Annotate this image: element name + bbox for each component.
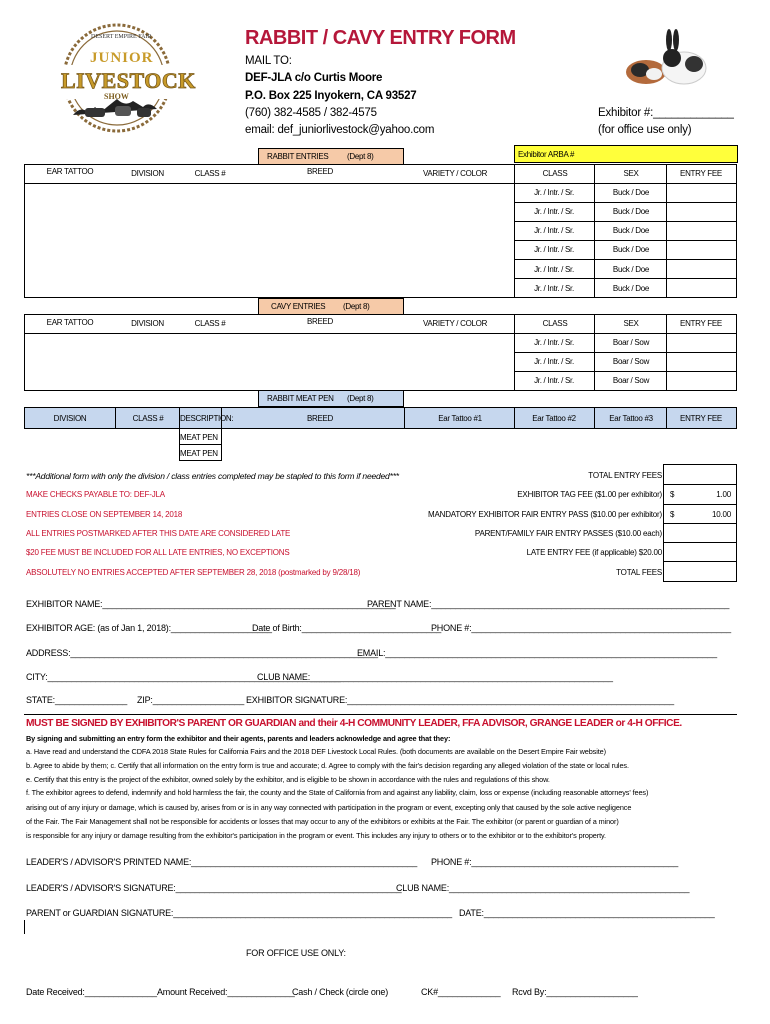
agreement-intro: By signing and submitting an entry form the exhibitor and their agents, parents and leaders acknowledge and agree that they: xyxy=(26,734,451,743)
logo-line2: JUNIOR xyxy=(90,50,154,66)
rabbit-hdr-division: DIVISION xyxy=(131,169,164,178)
rabbit-hdr-breed: BREED xyxy=(306,167,334,176)
fee-label-family-pass: PARENT/FAMILY FAIR ENTRY PASSES ($10.00 each) xyxy=(474,529,662,538)
additional-form-note: ***Additional form with only the division / class entries completed may be stapled to this form if needed*** xyxy=(26,471,399,481)
rabbit-entries-banner xyxy=(258,148,404,165)
cavy-row-3-class[interactable]: Jr. / Intr. / Sr. xyxy=(534,376,574,385)
cavy-hdr-sex: SEX xyxy=(623,319,639,328)
club-name-field[interactable]: CLUB NAME:_______________________________________________________________ xyxy=(257,672,613,682)
cavy-row-2-sex[interactable]: Boar / Sow xyxy=(612,357,650,366)
payment-method[interactable]: Cash / Check (circle one) xyxy=(292,987,389,997)
note-no-entries: ABSOLUTELY NO ENTRIES ACCEPTED AFTER SEPTEMBER 28, 2018 (postmarked by 9/28/18) xyxy=(26,568,361,577)
agreement-b: b. Agree to abide by them; c. Certify that all information on the entry form is true and accurate; d. Agree to comply with the fair's decision regarding any alleged violation of the state or local rules. xyxy=(26,761,629,770)
cavy-hdr-class-num: CLASS # xyxy=(194,319,226,328)
cavy-banner-label: CAVY ENTRIES xyxy=(271,302,326,311)
date-received-field[interactable]: Date Received:_______________ xyxy=(26,987,157,997)
exhibitor-name-field[interactable]: EXHIBITOR NAME:_____________________________________________________________ xyxy=(26,599,396,609)
rabbit-hdr-class: CLASS xyxy=(542,169,568,178)
note-entries-close: ENTRIES CLOSE ON SEPTEMBER 14, 2018 xyxy=(26,510,183,519)
meat-hdr-tattoo1: Ear Tattoo #1 xyxy=(438,414,482,423)
note-late-fee: $20 FEE MUST BE INCLUDED FOR ALL LATE ENTRIES, NO EXCEPTIONS xyxy=(26,548,290,557)
fee-label-entry-pass: MANDATORY EXHIBITOR FAIR ENTRY PASS ($10.00 per exhibitor) xyxy=(428,510,662,519)
received-by-field[interactable]: Rcvd By:___________________ xyxy=(512,987,638,997)
junior-livestock-show-logo xyxy=(55,20,196,135)
email-address: email: def_juniorlivestock@yahoo.com xyxy=(245,124,435,136)
date-of-birth-field[interactable]: Date of Birth:_____________________________ xyxy=(252,623,442,633)
cavy-hdr-class: CLASS xyxy=(542,319,568,328)
meat-hdr-breed: BREED xyxy=(306,414,334,423)
rabbit-hdr-variety: VARIETY / COLOR xyxy=(422,169,488,178)
rabbit-row-5-class[interactable]: Jr. / Intr. / Sr. xyxy=(534,265,574,274)
rabbit-row-1-class[interactable]: Jr. / Intr. / Sr. xyxy=(534,188,574,197)
rabbit-banner-label: RABBIT ENTRIES xyxy=(267,152,329,161)
meat-hdr-description: DESCRIPTION: xyxy=(180,414,234,423)
state-field[interactable]: STATE:_______________ xyxy=(26,695,128,705)
rabbit-row-2-sex[interactable]: Buck / Doe xyxy=(612,207,650,216)
meat-hdr-tattoo3: Ear Tattoo #3 xyxy=(609,414,653,423)
rabbit-row-6-class[interactable]: Jr. / Intr. / Sr. xyxy=(534,284,574,293)
fee-label-late: LATE ENTRY FEE (if applicable) $20.00 xyxy=(526,548,662,557)
exhibitor-number: Exhibitor #:_____________ xyxy=(598,107,734,119)
amount-received-field[interactable]: Amount Received:______________ xyxy=(157,987,295,997)
agreement-f: f. The exhibitor agrees to defend, indemnify and hold harmless the fair, the county and the State of California from and against any liability, claim, loss or expense (including reasonable attorneys' fees) xyxy=(26,788,649,797)
arba-number-field[interactable] xyxy=(514,145,738,163)
rabbit-row-3-class[interactable]: Jr. / Intr. / Sr. xyxy=(534,226,574,235)
fee-label-total-entry: TOTAL ENTRY FEES xyxy=(588,471,662,480)
fee-dollar-pass: $ xyxy=(670,510,675,519)
cavy-row-1-class[interactable]: Jr. / Intr. / Sr. xyxy=(534,338,574,347)
meat-row-2-desc: MEAT PEN xyxy=(180,449,218,458)
leader-printed-name-field[interactable]: LEADER'S / ADVISOR'S PRINTED NAME:_______________________________________________ xyxy=(26,857,418,867)
rabbit-hdr-ear: EAR TATTOO xyxy=(46,167,94,176)
address-field[interactable]: ADDRESS:________________________________________________________________ xyxy=(26,648,378,658)
fee-amount-tag: 1.00 xyxy=(716,490,731,499)
meat-hdr-division: DIVISION xyxy=(53,414,87,423)
meat-row-1-desc: MEAT PEN xyxy=(180,433,218,442)
rabbit-banner-dept: (Dept 8) xyxy=(347,152,374,161)
divider-line xyxy=(24,920,25,934)
rabbit-hdr-sex: SEX xyxy=(623,169,639,178)
form-title: RABBIT / CAVY ENTRY FORM xyxy=(245,27,516,49)
cavy-row-2-class[interactable]: Jr. / Intr. / Sr. xyxy=(534,357,574,366)
rabbit-row-2-class[interactable]: Jr. / Intr. / Sr. xyxy=(534,207,574,216)
meat-pen-banner xyxy=(258,390,404,407)
agreement-a: a. Have read and understand the CDFA 2018 State Rules for California Fairs and the 2018 DEF Livestock Local Rules. (both documents are available on the Desert Empire Fair website) xyxy=(26,747,606,756)
fees-grid xyxy=(663,464,737,582)
rabbit-hdr-class-num: CLASS # xyxy=(194,169,226,178)
meat-banner-label: RABBIT MEAT PEN xyxy=(267,394,334,403)
cavy-hdr-division: DIVISION xyxy=(131,319,164,328)
exhibitor-age-field[interactable]: EXHIBITOR AGE: (as of Jan 1, 2018):_____________________ xyxy=(26,623,272,633)
parent-signature-field[interactable]: PARENT or GUARDIAN SIGNATURE:__________________________________________________________ xyxy=(26,908,452,918)
exhibitor-phone-field[interactable]: PHONE #:______________________________________________________ xyxy=(431,623,731,633)
mail-to: MAIL TO: xyxy=(245,55,292,67)
po-box: P.O. Box 225 Inyokern, CA 93527 xyxy=(245,90,417,102)
cavy-entries-banner xyxy=(258,298,404,315)
fee-amount-pass: 10.00 xyxy=(711,510,731,519)
rabbit-row-5-sex[interactable]: Buck / Doe xyxy=(612,265,650,274)
zip-field[interactable]: ZIP:___________________ xyxy=(137,695,245,705)
rabbit-row-1-sex[interactable]: Buck / Doe xyxy=(612,188,650,197)
rabbit-row-4-class[interactable]: Jr. / Intr. / Sr. xyxy=(534,245,574,254)
meat-hdr-tattoo2: Ear Tattoo #2 xyxy=(532,414,576,423)
agreement-heading: MUST BE SIGNED BY EXHIBITOR'S PARENT OR GUARDIAN and their 4-H COMMUNITY LEADER, FFA ADVISOR, GRANGE LEADER or 4-H OFFICE. xyxy=(26,718,682,729)
city-field[interactable]: CITY:_____________________________________________________________ xyxy=(26,672,341,682)
fee-dollar-tag: $ xyxy=(670,490,675,499)
rabbit-row-3-sex[interactable]: Buck / Doe xyxy=(612,226,650,235)
leader-club-field[interactable]: CLUB NAME:__________________________________________________ xyxy=(396,883,690,893)
parent-name-field[interactable]: PARENT NAME:______________________________________________________________ xyxy=(367,599,730,609)
meat-hdr-fee: ENTRY FEE xyxy=(680,414,722,423)
exhibitor-signature-field[interactable]: EXHIBITOR SIGNATURE:____________________________________________________________________ xyxy=(246,695,674,705)
rabbit-cavy-picture xyxy=(620,28,715,90)
rabbit-row-6-sex[interactable]: Buck / Doe xyxy=(612,284,650,293)
check-number-field[interactable]: CK#_____________ xyxy=(421,987,501,997)
cavy-hdr-variety: VARIETY / COLOR xyxy=(422,319,488,328)
phone-numbers: (760) 382-4585 / 382-4575 xyxy=(245,107,377,119)
leader-signature-field[interactable]: LEADER'S / ADVISOR'S SIGNATURE:_______________________________________________ xyxy=(26,883,402,893)
office-use-heading: FOR OFFICE USE ONLY: xyxy=(246,948,346,958)
cavy-hdr-ear: EAR TATTOO xyxy=(46,318,94,327)
fee-label-total: TOTAL FEES xyxy=(616,568,662,577)
email-field[interactable]: EMAIL:_____________________________________________________________________ xyxy=(357,648,717,658)
note-checks-payable: MAKE CHECKS PAYABLE TO: DEF-JLA xyxy=(26,490,165,499)
logo-line1: DESERT EMPIRE FAIR xyxy=(91,34,152,40)
agreement-f3: of the Fair. The Fair Management shall not be responsible for accidents or losses that may occur to any of the exhibitors or exhibits at the Fair. The exhibitor (or parent or guardian of a minor) xyxy=(26,817,619,826)
office-use-note: (for office use only) xyxy=(598,124,692,136)
cavy-row-3-sex[interactable]: Boar / Sow xyxy=(612,376,650,385)
note-late-postmark: ALL ENTRIES POSTMARKED AFTER THIS DATE ARE CONSIDERED LATE xyxy=(26,529,291,538)
rabbit-hdr-fee: ENTRY FEE xyxy=(680,169,722,178)
rabbit-row-4-sex[interactable]: Buck / Doe xyxy=(612,245,650,254)
cavy-hdr-breed: BREED xyxy=(306,317,334,326)
agreement-f2: arising out of any injury or damage, which is caused by, arises from or is in any way connected with participation in the program or event, excepting only that caused by the sole active negligence xyxy=(26,803,632,812)
meat-banner-dept: (Dept 8) xyxy=(347,394,374,403)
leader-phone-field[interactable]: PHONE #:___________________________________________ xyxy=(431,857,679,867)
meat-hdr-class-num: CLASS # xyxy=(132,414,164,423)
logo-line3: LIVESTOCK xyxy=(61,68,196,93)
cavy-row-1-sex[interactable]: Boar / Sow xyxy=(612,338,650,347)
org-address: DEF-JLA c/o Curtis Moore xyxy=(245,72,383,84)
fee-label-tag: EXHIBITOR TAG FEE ($1.00 per exhibitor) xyxy=(517,490,662,499)
parent-signature-date-field[interactable]: DATE:________________________________________________ xyxy=(459,908,715,918)
agreement-f4: is responsible for any injury or damage resulting from the exhibitor's participation in the program or event. This includes any injury to others or to the exhibitor or to the exhibitor's property. xyxy=(26,831,606,840)
cavy-banner-dept: (Dept 8) xyxy=(343,302,370,311)
agreement-e: e. Certify that this entry is the project of the exhibitor, owned solely by the exhibitor, and is eligible to be shown in accordance with the rules and regulations of this show. xyxy=(26,775,550,784)
logo-line4: SHOW xyxy=(104,92,129,101)
arba-label: Exhibitor ARBA # xyxy=(518,150,575,159)
cavy-hdr-fee: ENTRY FEE xyxy=(680,319,722,328)
